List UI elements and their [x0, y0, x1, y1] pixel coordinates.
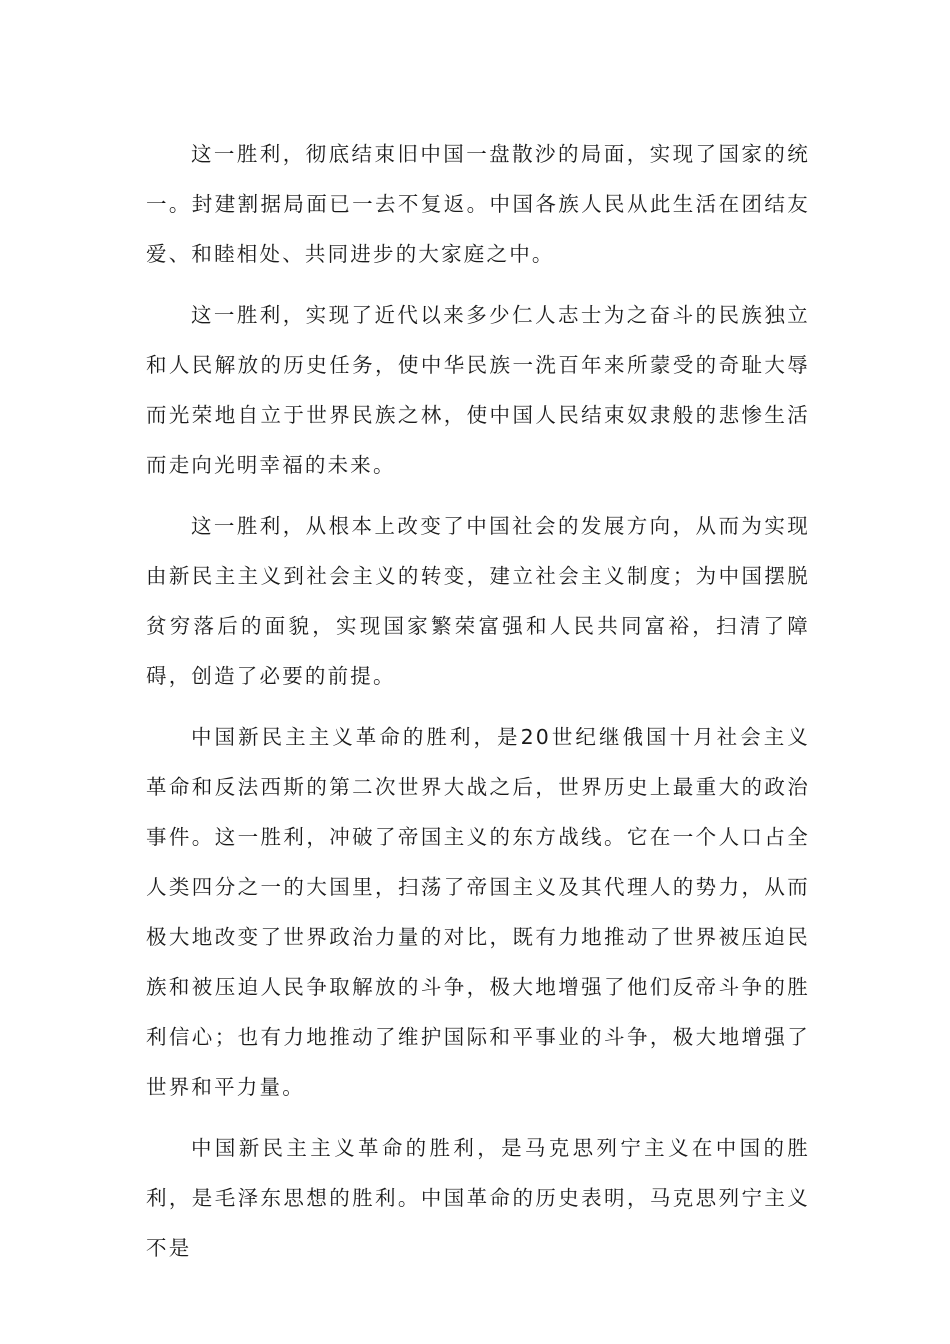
paragraph-2: 这一胜利，实现了近代以来多少仁人志士为之奋斗的民族独立和人民解放的历史任务，使中华民族一洗百年来所蒙受的奇耻大辱而光荣地自立于世界民族之林，使中国人民结束奴隶般的悲惨生活而走向光明幸福的未来。 [146, 303, 810, 477]
paragraph-1: 这一胜利，彻底结束旧中国一盘散沙的局面，实现了国家的统一。封建割据局面已一去不复返。中国各族人民从此生活在团结友爱、和睦相处、共同进步的大家庭之中。 [146, 142, 810, 266]
paragraph-3: 这一胜利，从根本上改变了中国社会的发展方向，从而为实现由新民主主义到社会主义的转变，建立社会主义制度；为中国摆脱贫穷落后的面貌，实现国家繁荣富强和人民共同富裕，扫清了障碍，创造了必要的前提。 [146, 514, 810, 688]
paragraph-4: 中国新民主主义革命的胜利，是20世纪继俄国十月社会主义革命和反法西斯的第二次世界大战之后，世界历史上最重大的政治事件。这一胜利，冲破了帝国主义的东方战线。它在一个人口占全人类四分之一的大国里，扫荡了帝国主义及其代理人的势力，从而极大地改变了世界政治力量的对比，既有力地推动了世界被压迫民族和被压迫人民争取解放的斗争，极大地增强了他们反帝斗争的胜利信心；也有力地推动了维护国际和平事业的斗争，极大地增强了世界和平力量。 [146, 725, 810, 1099]
paragraph-5: 中国新民主主义革命的胜利，是马克思列宁主义在中国的胜利，是毛泽东思想的胜利。中国革命的历史表明，马克思列宁主义不是 [146, 1136, 810, 1260]
document-body [146, 129, 810, 1284]
